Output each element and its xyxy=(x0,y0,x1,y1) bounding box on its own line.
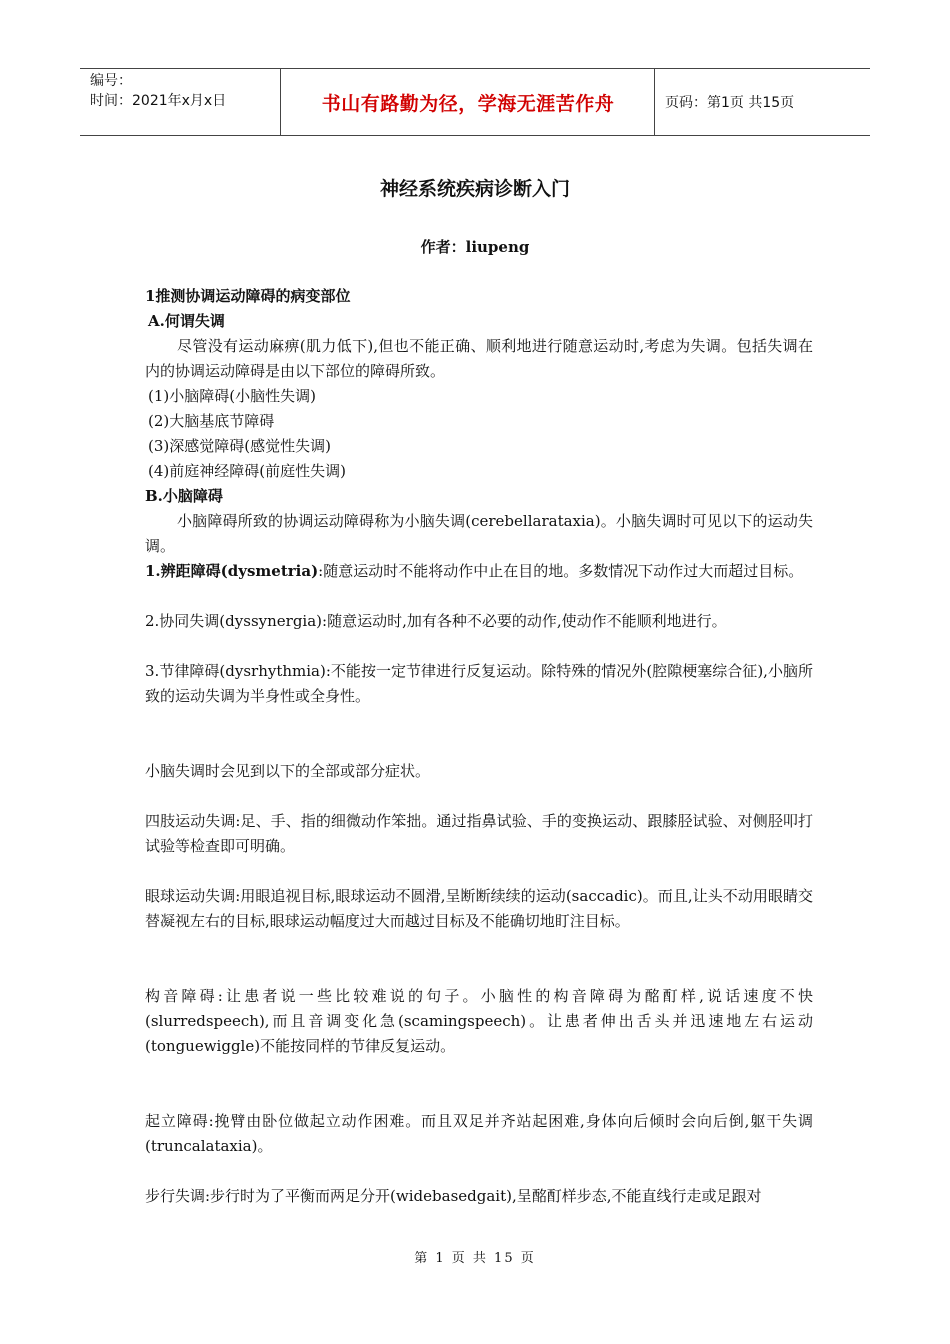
header-table xyxy=(80,68,870,136)
list-item: (2)大脑基底节障碍 xyxy=(148,412,275,430)
item-dyssynergia: 2.协同失调(dyssynergia):随意运动时,加有各种不必要的动作,使动作不能顺利地进行。 xyxy=(145,612,727,630)
symptom-limbs: 四肢运动失调:足、手、指的细微动作笨拙。通过指鼻试验、手的变换运动、跟膝胫试验、对侧胫叩打试验等检查即可明确。 xyxy=(145,812,813,855)
paragraph-b: 小脑障碍所致的协调运动障碍称为小脑失调(cerebellarataxia)。小脑失调时可见以下的运动失调。 xyxy=(145,512,813,555)
document-author: 作者：liupeng xyxy=(420,238,530,256)
symptom-standing: 起立障碍:挽臂由卧位做起立动作困难。而且双足并齐站起困难,身体向后倾时会向后倒,躯干失调(truncalataxia)。 xyxy=(145,1112,813,1155)
document-body xyxy=(145,284,813,1209)
symptom-eyes: 眼球运动失调:用眼追视目标,眼球运动不圆滑,呈断断续续的运动(saccadic)。而且,让头不动用眼睛交替凝视左右的目标,眼球运动幅度过大而越过目标及不能确切地盯注目标。 xyxy=(145,887,813,930)
header-motto: 书山有路勤为径，学海无涯苦作舟 xyxy=(282,69,655,135)
list-item: (1)小脑障碍(小脑性失调) xyxy=(148,387,316,405)
header-meta-cell xyxy=(80,69,281,135)
subheading-a: A.何谓失调 xyxy=(148,312,225,330)
item-dysmetria xyxy=(145,559,813,584)
document-title: 神经系统疾病诊断入门 xyxy=(379,178,570,200)
number-label: 编号： xyxy=(90,73,132,89)
list-item: (3)深感觉障碍(感觉性失调) xyxy=(148,437,331,455)
symptom-gait: 步行失调:步行时为了平衡而两足分开(widebasedgait),呈酩酊样步态,不能直线行走或足跟对 xyxy=(145,1187,762,1205)
item-dysmetria-term: 1.辨距障碍(dysmetria) xyxy=(145,562,319,580)
list-item: (4)前庭神经障碍(前庭性失调) xyxy=(148,462,346,480)
symptom-speech: 构音障碍:让患者说一些比较难说的句子。小脑性的构音障碍为酩酊样,说话速度不快(slurredspeech),而且音调变化急(scamingspeech)。让患者伸出舌头并迅速地左右运动(tonguewiggle)不能按同样的节律反复运动。 xyxy=(145,987,813,1055)
page-footer: 第 1 页 共 15 页 xyxy=(414,1251,536,1266)
header-page-info: 页码：第1页 共15页 xyxy=(665,95,795,111)
section-heading: 1推测协调运动障碍的病变部位 xyxy=(145,287,351,305)
item-dysrhythmia: 3.节律障碍(dysrhythmia):不能按一定节律进行反复运动。除特殊的情况外(腔隙梗塞综合征),小脑所致的运动失调为半身性或全身性。 xyxy=(145,662,813,705)
subheading-b: B.小脑障碍 xyxy=(145,487,223,505)
symptoms-intro: 小脑失调时会见到以下的全部或部分症状。 xyxy=(145,762,431,780)
time-label: 时间：2021年x月x日 xyxy=(90,93,227,109)
paragraph-a: 尽管没有运动麻痹(肌力低下),但也不能正确、顺利地进行随意运动时,考虑为失调。包括失调在内的协调运动障碍是由以下部位的障碍所致。 xyxy=(145,337,813,380)
item-dysmetria-text: :随意运动时不能将动作中止在目的地。多数情况下动作过大而超过目标。 xyxy=(318,562,804,580)
